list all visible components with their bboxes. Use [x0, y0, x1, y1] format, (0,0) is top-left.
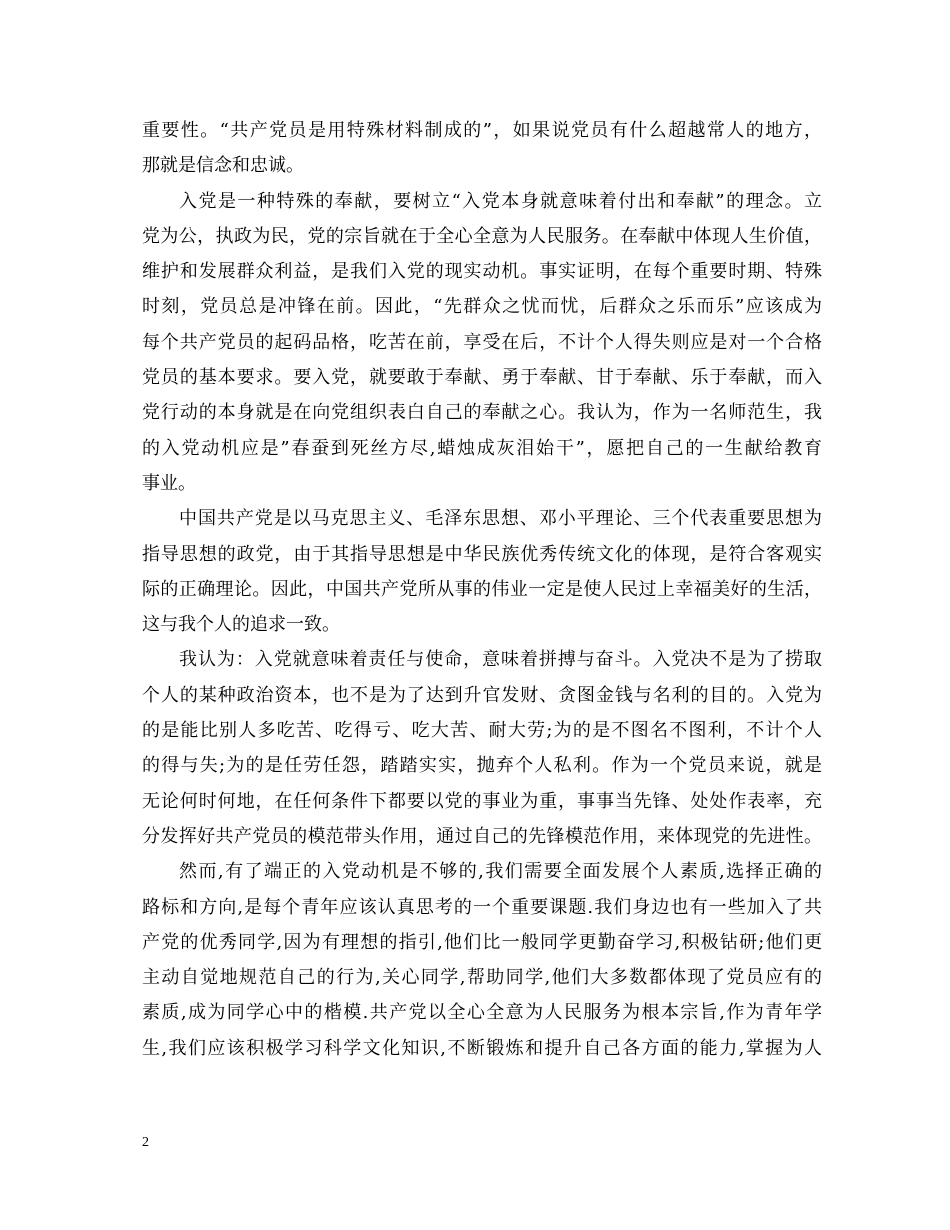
text-line: 然而,有了端正的入党动机是不够的,我们需要全面发展个人素质,选择正确的 — [179, 861, 822, 883]
text-line: 生,我们应该积极学习科学文化知识,不断锻炼和提升自己各方面的能力,掌握为人 — [142, 1037, 822, 1059]
text-line: 产党的优秀同学,因为有理想的指引,他们比一般同学更勤奋学习,积极钻研;他们更 — [142, 931, 822, 953]
text-line: 党为公，执政为民，党的宗旨就在于全心全意为人民服务。在奉献中体现人生价值， — [142, 225, 822, 247]
text-line: 素质,成为同学心中的楷模.共产党以全心全意为人民服务为根本宗旨,作为青年学 — [142, 1002, 822, 1024]
text-line: 这与我个人的追求一致。 — [142, 614, 340, 636]
text-line: 重要性。“共产党员是用特殊材料制成的”，如果说党员有什么超越常人的地方， — [142, 120, 822, 141]
text-line: 入党是一种特殊的奉献，要树立“入党本身就意味着付出和奉献”的理念。立 — [179, 190, 822, 212]
text-line: 事业。 — [142, 472, 196, 494]
text-line: 的入党动机应是”春蚕到死丝方尽,蜡烛成灰泪始干”，愿把自己的一生献给教育 — [142, 437, 822, 459]
text-line: 维护和发展群众利益，是我们入党的现实动机。事实证明，在每个重要时期、特殊 — [142, 261, 822, 283]
text-line: 无论何时何地，在任何条件下都要以党的事业为重，事事当先锋、处处作表率，充 — [142, 790, 822, 812]
text-line: 的得与失;为的是任劳任怨，踏踏实实，抛弃个人私利。作为一个党员来说，就是 — [142, 755, 822, 777]
text-line: 党行动的本身就是在向党组织表白自己的奉献之心。我认为，作为一名师范生，我 — [142, 402, 822, 424]
text-line: 的是能比别人多吃苦、吃得亏、吃大苦、耐大劳;为的是不图名不图利，不计个人 — [142, 720, 822, 742]
text-line: 每个共产党员的起码品格，吃苦在前，享受在后，不计个人得失则应是对一个合格 — [142, 331, 822, 353]
text-line: 个人的某种政治资本，也不是为了达到升官发财、贪图金钱与名利的目的。入党为 — [142, 684, 822, 706]
text-line: 那就是信念和忠诚。 — [142, 155, 304, 177]
text-line: 际的正确理论。因此，中国共产党所从事的伟业一定是使人民过上幸福美好的生活， — [142, 578, 822, 600]
text-line: 主动自觉地规范自己的行为,关心同学,帮助同学,他们大多数都体现了党员应有的 — [142, 967, 822, 989]
text-line: 时刻，党员总是冲锋在前。因此，“先群众之忧而忧，后群众之乐而乐”应该成为 — [142, 296, 822, 318]
page-number: 2 — [142, 1135, 149, 1150]
text-line: 路标和方向,是每个青年应该认真思考的一个重要课题.我们身边也有一些加入了共 — [142, 896, 822, 918]
text-line: 分发挥好共产党员的模范带头作用，通过自己的先锋模范作用，来体现党的先进性。 — [142, 825, 822, 847]
body-text — [142, 113, 822, 1066]
text-line: 我认为：入党就意味着责任与使命，意味着拼搏与奋斗。入党决不是为了捞取 — [179, 649, 822, 671]
text-line: 指导思想的政党，由于其指导思想是中华民族优秀传统文化的体现，是符合客观实 — [142, 543, 822, 565]
text-line: 党员的基本要求。要入党，就要敢于奉献、勇于奉献、甘于奉献、乐于奉献，而入 — [142, 367, 822, 389]
text-line: 中国共产党是以马克思主义、毛泽东思想、邓小平理论、三个代表重要思想为 — [179, 508, 822, 530]
